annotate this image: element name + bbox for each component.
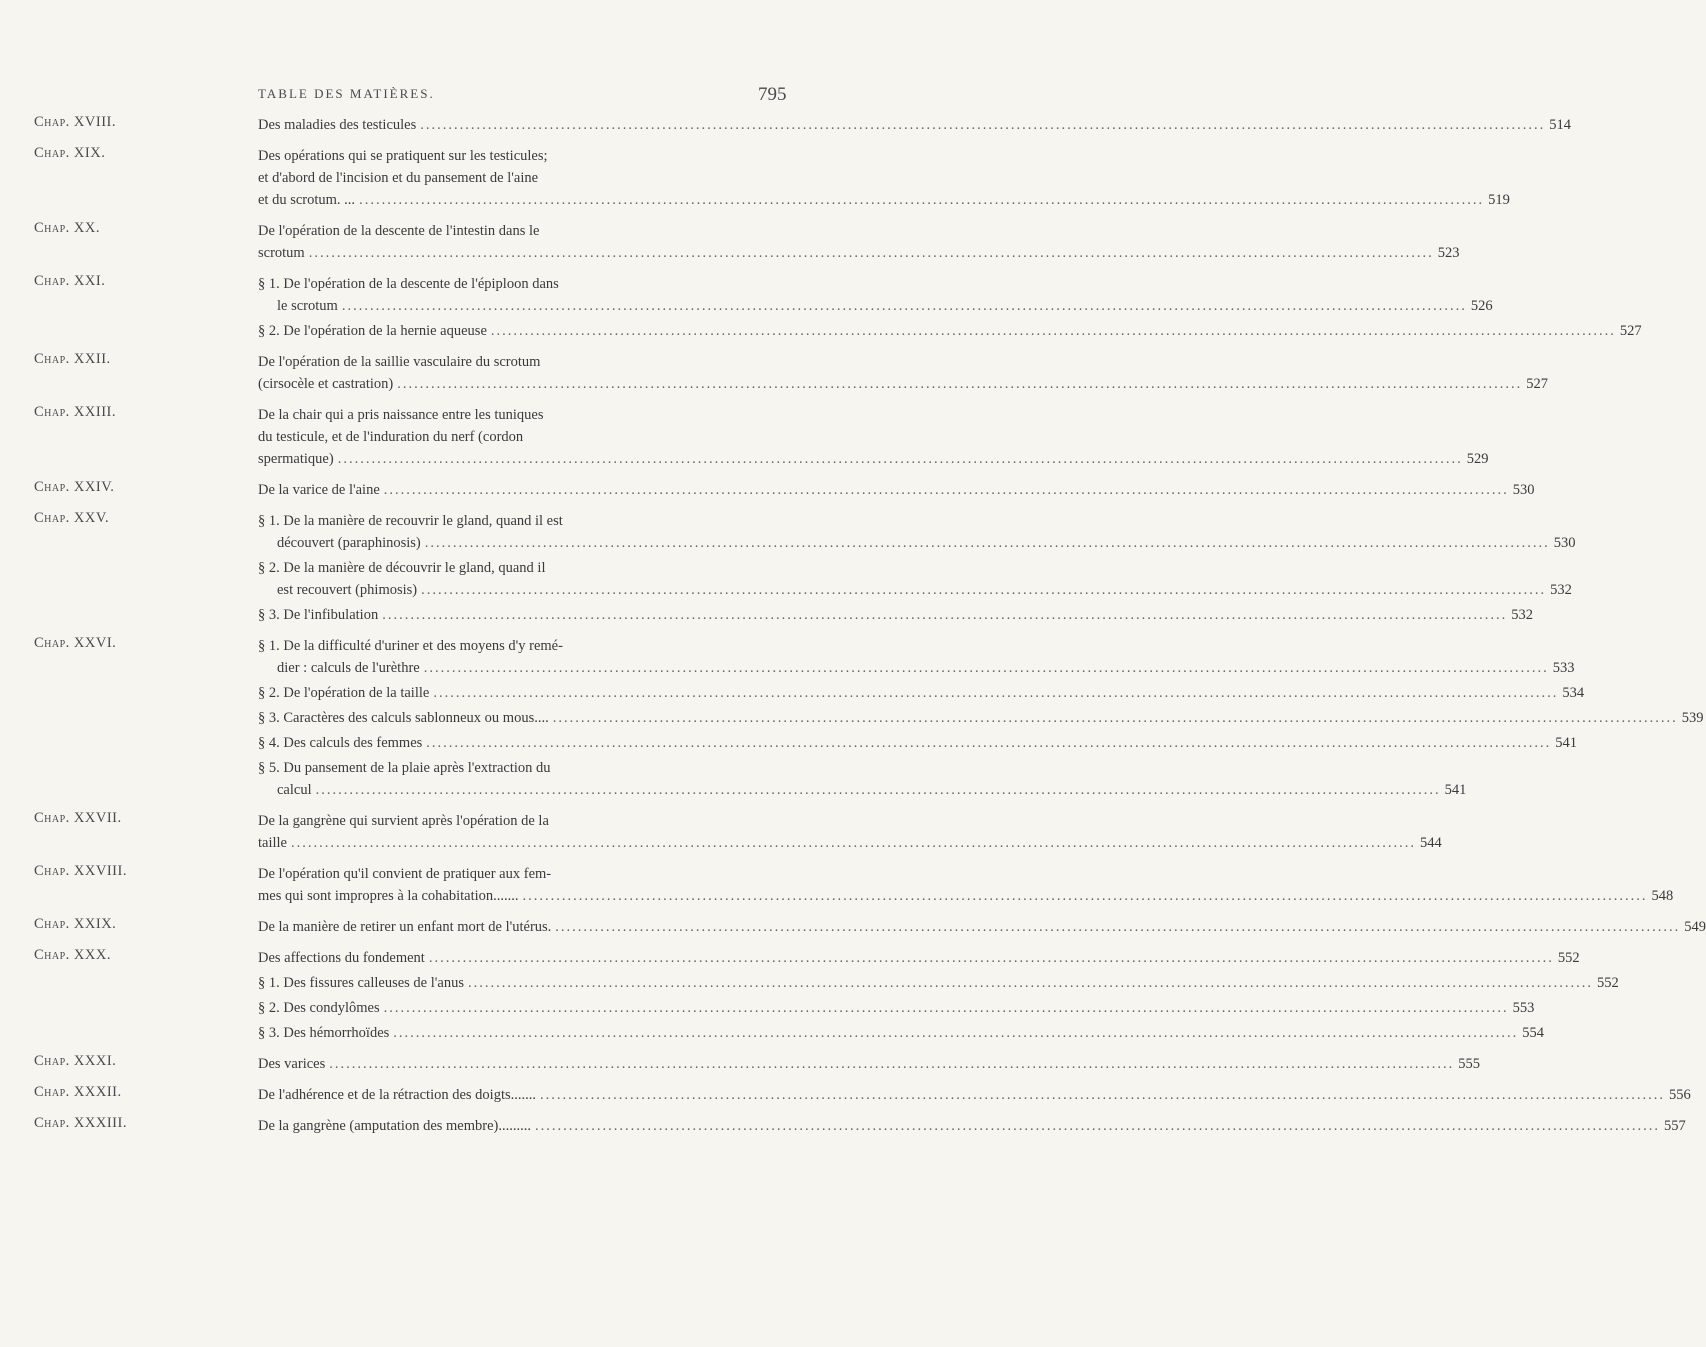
entry-text (258, 757, 1467, 801)
leader-dots: ........................................................................................................................................................................................................ (420, 117, 1546, 133)
entry-line (258, 832, 1442, 854)
entry-line-text: et du scrotum. ... (258, 192, 356, 208)
entry-line: De l'opération qu'il convient de pratiquer aux fem- (258, 866, 552, 882)
entry-text (258, 1022, 1545, 1044)
entry-line: § 2. De la manière de découvrir le gland, quand il (258, 560, 546, 576)
entry-text (258, 972, 1619, 994)
entry-line: § 1. De la difficulté d'uriner et des moyens d'y remé- (258, 638, 563, 654)
entry-line-text: De la varice de l'aine (258, 482, 380, 498)
entry-text (258, 220, 1460, 264)
leader-dots: ........................................................................................................................................................................................................ (382, 607, 1508, 623)
entry-text (258, 1084, 1691, 1106)
entry-text (258, 479, 1535, 501)
page-ref: 549 (1684, 919, 1706, 935)
leader-dots: ........................................................................................................................................................................................................ (423, 660, 1549, 676)
page-header (0, 84, 800, 108)
entry-line (258, 1022, 1545, 1044)
page-ref: 530 (1553, 535, 1576, 551)
entry-line (258, 1053, 1480, 1075)
leader-dots: ........................................................................................................................................................................................................ (421, 582, 1547, 598)
entry-text (258, 145, 1510, 211)
entry-line (258, 997, 1535, 1019)
entry-line (258, 682, 1585, 704)
running-title: TABLE DES MATIÈRES. (258, 86, 435, 101)
chapter-label: Chap. XXX. (34, 947, 111, 963)
page-ref: 552 (1596, 975, 1619, 991)
page-ref: 526 (1470, 298, 1493, 314)
page-ref: 555 (1458, 1056, 1480, 1072)
entry-line (258, 604, 1533, 626)
leader-dots: ........................................................................................................................................................................................................ (433, 685, 1559, 701)
chapter-label: Chap. XXIX. (34, 916, 117, 932)
leader-dots: ........................................................................................................................................................................................................ (467, 975, 1593, 991)
entry-text (258, 682, 1585, 704)
page-ref: 532 (1550, 582, 1572, 598)
chapter-label: Chap. XIX. (34, 145, 106, 161)
entry-text (258, 114, 1571, 136)
entry-line (258, 295, 1493, 317)
chapter-label: Chap. XXVII. (34, 810, 122, 826)
page-ref: 529 (1466, 451, 1489, 467)
entry-text (258, 997, 1535, 1019)
entry-text (258, 320, 1642, 342)
page-ref: 530 (1512, 482, 1535, 498)
leader-dots: ........................................................................................................................................................................................................ (552, 710, 1678, 726)
entry-line: § 1. De la manière de recouvrir le gland, quand il est (258, 513, 563, 529)
entry-line-text: § 1. Des fissures calleuses de l'anus (258, 975, 464, 991)
page-ref: 554 (1522, 1025, 1545, 1041)
entry-line (258, 885, 1674, 907)
entry-text (258, 557, 1572, 601)
leader-dots: ........................................................................................................................................................................................................ (329, 1056, 1455, 1072)
chapter-label: Chap. XVIII. (34, 114, 116, 130)
entry-line (258, 373, 1549, 395)
entry-text (258, 863, 1674, 907)
entry-text (258, 604, 1533, 626)
entry-line: De l'opération de la descente de l'intestin dans le (258, 223, 540, 239)
entry-line (258, 579, 1572, 601)
chapter-label: Chap. XXVI. (34, 635, 117, 651)
page-ref: 541 (1444, 782, 1467, 798)
chapter-label: Chap. XXXII. (34, 1084, 122, 1100)
entry-text (258, 916, 1706, 938)
entry-line (258, 707, 1704, 729)
leader-dots: ........................................................................................................................................................................................................ (383, 482, 1509, 498)
entry-text (258, 947, 1580, 969)
page-ref: 553 (1512, 1000, 1535, 1016)
entry-text (258, 1053, 1480, 1075)
entry-line-text: § 2. Des condylômes (258, 1000, 380, 1016)
leader-dots: ........................................................................................................................................................................................................ (383, 1000, 1509, 1016)
page-ref: 534 (1562, 685, 1585, 701)
entry-text (258, 351, 1549, 395)
entry-line (258, 242, 1460, 264)
leader-dots: ........................................................................................................................................................................................................ (428, 950, 1554, 966)
entry-line (258, 1084, 1691, 1106)
entry-line (258, 972, 1619, 994)
leader-dots: ........................................................................................................................................................................................................ (424, 535, 1550, 551)
entry-text (258, 707, 1704, 729)
entry-line-text: dier : calculs de l'urèthre (277, 660, 420, 676)
chapter-label: Chap. XXV. (34, 510, 110, 526)
leader-dots: ........................................................................................................................................................................................................ (426, 735, 1552, 751)
entry-line (258, 479, 1535, 501)
page-ref: 533 (1552, 660, 1575, 676)
entry-line-text: § 3. De l'infibulation (258, 607, 379, 623)
entry-line-text: taille (258, 835, 287, 851)
entry-text (258, 635, 1575, 679)
page-ref: 539 (1681, 710, 1704, 726)
leader-dots: ........................................................................................................................................................................................................ (393, 1025, 1519, 1041)
entry-line-text: est recouvert (phimosis) (277, 582, 418, 598)
entry-line (258, 947, 1580, 969)
page-ref: 556 (1669, 1087, 1691, 1103)
entry-text (258, 1115, 1686, 1137)
chapter-label: Chap. XX. (34, 220, 100, 236)
chapter-label: Chap. XXXIII. (34, 1115, 127, 1131)
entry-line (258, 916, 1706, 938)
entry-line-text: découvert (paraphinosis) (277, 535, 421, 551)
entry-text (258, 510, 1576, 554)
entry-line: du testicule, et de l'induration du nerf (cordon (258, 429, 524, 445)
entry-text (258, 810, 1442, 854)
page-ref: 514 (1549, 117, 1571, 133)
entry-line: De la gangrène qui survient après l'opération de la (258, 813, 549, 829)
entry-line: § 1. De l'opération de la descente de l'épiploon dans (258, 276, 559, 292)
leader-dots: ........................................................................................................................................................................................................ (315, 782, 1441, 798)
leader-dots: ........................................................................................................................................................................................................ (555, 919, 1681, 935)
leader-dots: ........................................................................................................................................................................................................ (291, 835, 1416, 851)
page-ref: 557 (1664, 1118, 1686, 1134)
chapter-label: Chap. XXVIII. (34, 863, 127, 879)
entry-line: De la chair qui a pris naissance entre les tuniques (258, 407, 544, 423)
entry-line: De l'opération de la saillie vasculaire du scrotum (258, 354, 541, 370)
entry-line-text: Des varices (258, 1056, 326, 1072)
entry-line-text: De la manière de retirer un enfant mort de l'utérus. (258, 919, 552, 935)
entry-line-text: scrotum (258, 245, 305, 261)
chapter-label: Chap. XXIV. (34, 479, 115, 495)
entry-line-text: § 4. Des calculs des femmes (258, 735, 423, 751)
page-ref: 544 (1420, 835, 1442, 851)
entry-line (258, 657, 1575, 679)
entry-line-text: De la gangrène (amputation des membre)......... (258, 1118, 531, 1134)
chapter-label: Chap. XXII. (34, 351, 111, 367)
page-ref: 532 (1511, 607, 1533, 623)
entry-line-text: § 3. Caractères des calculs sablonneux ou mous.... (258, 710, 549, 726)
entry-line-text: spermatique) (258, 451, 334, 467)
entry-line: Des opérations qui se pratiquent sur les testicules; (258, 148, 548, 164)
entry-line (258, 320, 1642, 342)
entry-line-text: § 2. De l'opération de la taille (258, 685, 430, 701)
entry-line (258, 189, 1510, 211)
entry-line-text: Des maladies des testicules (258, 117, 417, 133)
entry-line-text: mes qui sont impropres à la cohabitation....... (258, 888, 519, 904)
entry-text (258, 404, 1489, 470)
entry-line-text: calcul (277, 782, 312, 798)
entry-line-text: § 3. Des hémorrhoïdes (258, 1025, 390, 1041)
page-number: 795 (758, 84, 787, 105)
page-ref: 527 (1526, 376, 1549, 392)
chapter-label: Chap. XXI. (34, 273, 106, 289)
chapter-label: Chap. XXIII. (34, 404, 116, 420)
page-ref: 541 (1555, 735, 1578, 751)
page-ref: 552 (1557, 950, 1580, 966)
leader-dots: ........................................................................................................................................................................................................ (341, 298, 1467, 314)
entry-line (258, 779, 1467, 801)
entry-line (258, 448, 1489, 470)
leader-dots: ........................................................................................................................................................................................................ (308, 245, 1434, 261)
leader-dots: ........................................................................................................................................................................................................ (359, 192, 1485, 208)
entry-line (258, 732, 1578, 754)
leader-dots: ........................................................................................................................................................................................................ (540, 1087, 1665, 1103)
leader-dots: ........................................................................................................................................................................................................ (397, 376, 1523, 392)
page-ref: 519 (1488, 192, 1510, 208)
entry-text (258, 732, 1578, 754)
page-ref: 527 (1619, 323, 1642, 339)
entry-line-text: le scrotum (277, 298, 338, 314)
leader-dots: ........................................................................................................................................................................................................ (337, 451, 1463, 467)
entry-line (258, 114, 1571, 136)
entry-line: § 5. Du pansement de la plaie après l'extraction du (258, 760, 551, 776)
leader-dots: ........................................................................................................................................................................................................ (522, 888, 1648, 904)
entry-line (258, 532, 1576, 554)
entry-text (258, 273, 1493, 317)
page-ref: 548 (1651, 888, 1674, 904)
page-ref: 523 (1437, 245, 1460, 261)
leader-dots: ........................................................................................................................................................................................................ (535, 1118, 1660, 1134)
chapter-label: Chap. XXXI. (34, 1053, 117, 1069)
entry-line (258, 1115, 1686, 1137)
leader-dots: ........................................................................................................................................................................................................ (490, 323, 1616, 339)
entry-line-text: Des affections du fondement (258, 950, 425, 966)
entry-line: et d'abord de l'incision et du pansement de l'aine (258, 170, 539, 186)
entry-line-text: § 2. De l'opération de la hernie aqueuse (258, 323, 487, 339)
entry-line-text: De l'adhérence et de la rétraction des doigts....... (258, 1087, 536, 1103)
entry-line-text: (cirsocèle et castration) (258, 376, 394, 392)
